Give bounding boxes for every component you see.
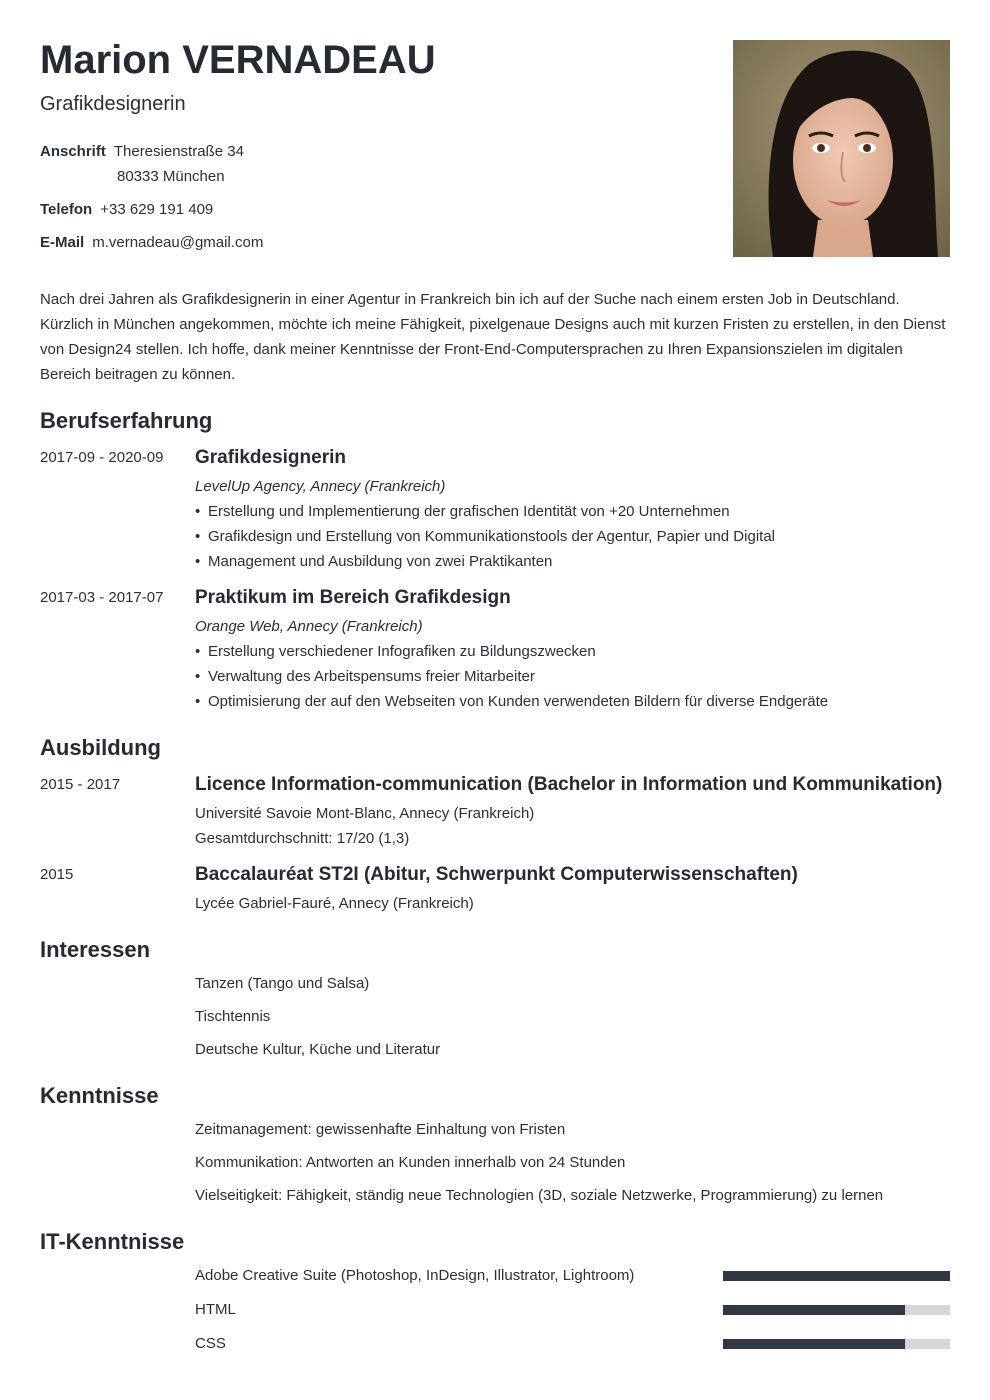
section-title-interests: Interessen [40,937,151,962]
candidate-name: Marion VERNADEAU [40,38,436,82]
email-row [40,233,263,253]
experience-bullet-text: Erstellung verschiedener Infografiken zu Bildungszwecken [208,643,596,660]
email-value: m.vernadeau@gmail.com [92,234,264,251]
it-skill-level-bar [723,1339,950,1349]
experience-company: LevelUp Agency, Annecy (Frankreich) [195,478,446,495]
address-row [40,142,244,162]
education-title: Licence Information-communication (Bachelor in Information und Kommunikation) [195,774,943,795]
candidate-job-title: Grafikdesignerin [40,93,186,115]
it-skill-name: CSS [195,1335,226,1352]
profile-photo [733,40,950,257]
it-skill-level-bar [723,1305,950,1315]
interest-item: Tanzen (Tango und Salsa) [195,975,370,992]
education-dates: 2015 - 2017 [40,776,121,793]
section-title-education: Ausbildung [40,735,161,760]
interest-item: Deutsche Kultur, Küche und Literatur [195,1041,441,1058]
education-grade: Gesamtdurchschnitt: 17/20 (1,3) [195,830,410,847]
experience-bullet: • Verwaltung des Arbeitspensums freier Mitarbeiter [195,668,535,685]
experience-bullet-text: Optimisierung der auf den Webseiten von Kunden verwendeten Bildern für diverse Endgeräte [208,693,829,710]
interest-item: Tischtennis [195,1008,271,1025]
section-title-it-skills: IT-Kenntnisse [40,1229,185,1254]
experience-bullet: • Optimisierung der auf den Webseiten von Kunden verwendeten Bildern für diverse Endgeräte [195,693,829,710]
section-title-experience: Berufserfahrung [40,408,213,433]
profile-summary: Nach drei Jahren als Grafikdesignerin in einer Agentur in Frankreich bin ich auf der Suche nach einem ersten Job in Deutschland. Kürzlich in München angekommen, möchte ich meine Fähigkeit, pixelgenaue Designs auch mit kurzen Fristen zu erstellen, in den Dienst von Design24 stellen. Ich hoffe, dank meiner Kenntnisse der Front-End-Computersprachen zu Ihren Expansionszielen im digitalen Bereich beitragen zu können. [40,291,946,383]
experience-bullet-text: Management und Ausbildung von zwei Praktikanten [208,553,553,570]
email-label: E-Mail [40,234,85,251]
experience-bullet-text: Erstellung und Implementierung der grafischen Identität von +20 Unternehmen [208,503,730,520]
experience-dates: 2017-03 - 2017-07 [40,589,164,606]
skill-item: Kommunikation: Antworten an Kunden innerhalb von 24 Stunden [195,1154,626,1171]
experience-company: Orange Web, Annecy (Frankreich) [195,618,423,635]
experience-dates: 2017-09 - 2020-09 [40,449,164,466]
section-title-skills: Kenntnisse [40,1083,159,1108]
experience-bullet: • Erstellung verschiedener Infografiken zu Bildungszwecken [195,643,596,660]
experience-bullet: • Management und Ausbildung von zwei Praktikanten [195,553,553,570]
it-skill-level-fill [723,1271,950,1281]
experience-bullet-text: Verwaltung des Arbeitspensums freier Mitarbeiter [208,668,535,685]
skill-item: Vielseitigkeit: Fähigkeit, ständig neue Technologien (3D, soziale Netzwerke, Programmierung) zu lernen [195,1187,884,1204]
education-dates: 2015 [40,866,74,883]
education-title: Baccalauréat ST2I (Abitur, Schwerpunkt Computerwissenschaften) [195,864,798,885]
experience-bullet: • Erstellung und Implementierung der grafischen Identität von +20 Unternehmen [195,503,730,520]
phone-label: Telefon [40,201,93,218]
experience-title: Grafikdesignerin [195,447,346,468]
it-skill-name: Adobe Creative Suite (Photoshop, InDesign, Illustrator, Lightroom) [195,1267,635,1284]
education-school: Lycée Gabriel-Fauré, Annecy (Frankreich) [195,895,474,912]
address-line-2: 80333 München [117,168,225,185]
it-skill-level-fill [723,1305,905,1315]
skill-item: Zeitmanagement: gewissenhafte Einhaltung von Fristen [195,1121,566,1138]
address-label: Anschrift [40,143,106,160]
address-line-1: Theresienstraße 34 [113,143,244,160]
phone-row [40,200,213,220]
it-skill-name: HTML [195,1301,236,1318]
experience-bullet: • Grafikdesign und Erstellung von Kommunikationstools der Agentur, Papier und Digital [195,528,775,545]
phone-value: +33 629 191 409 [100,201,214,218]
experience-title: Praktikum im Bereich Grafikdesign [195,587,511,608]
it-skill-level-bar [723,1271,950,1281]
experience-bullet-text: Grafikdesign und Erstellung von Kommunikationstools der Agentur, Papier und Digital [208,528,775,545]
education-school: Université Savoie Mont-Blanc, Annecy (Frankreich) [195,805,535,822]
it-skill-level-fill [723,1339,905,1349]
